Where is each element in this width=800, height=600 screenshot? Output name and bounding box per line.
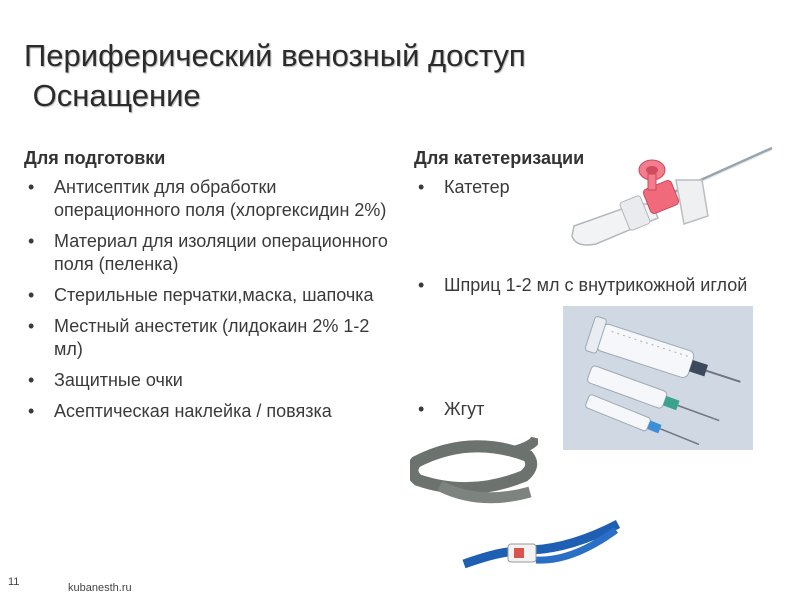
preparation-item-dressing: • Асептическая наклейка / повязка: [24, 400, 394, 423]
slide-title-line-2: Оснащение: [24, 78, 201, 113]
catheter-image: [566, 140, 778, 252]
preparation-item-antiseptic: • Антисептик для обработки операционного поля (хлоргексидин 2%): [24, 176, 394, 222]
slide-title: [24, 36, 526, 116]
syringes-image: [563, 306, 753, 450]
preparation-item-anesthetic: • Местный анестетик (лидокаин 2% 1-2 мл): [24, 315, 394, 361]
preparation-item-goggles: • Защитные очки: [24, 369, 394, 392]
source-label: kubanesth.ru: [68, 582, 132, 594]
preparation-list: [24, 176, 394, 423]
catheterization-item-catheter: • Катетер: [414, 176, 800, 199]
catheterization-item-syringe: • Шприц 1-2 мл с внутрикожной иглой: [414, 274, 800, 297]
catheterization-heading: Для катетеризации: [414, 148, 585, 168]
slide-title-line-1: Периферический венозный доступ: [24, 38, 526, 73]
blue-tourniquet-image: [462, 520, 624, 572]
slide-number: 11: [8, 576, 20, 588]
preparation-column: [24, 146, 394, 431]
preparation-heading: Для подготовки: [24, 148, 166, 168]
preparation-item-gloves: • Стерильные перчатки,маска, шапочка: [24, 284, 394, 307]
preparation-item-isolation: • Материал для изоляции операционного поля (пеленка): [24, 230, 394, 276]
grey-tourniquet-image: [410, 436, 538, 510]
catheterization-item-tourniquet: • Жгут: [414, 398, 800, 421]
